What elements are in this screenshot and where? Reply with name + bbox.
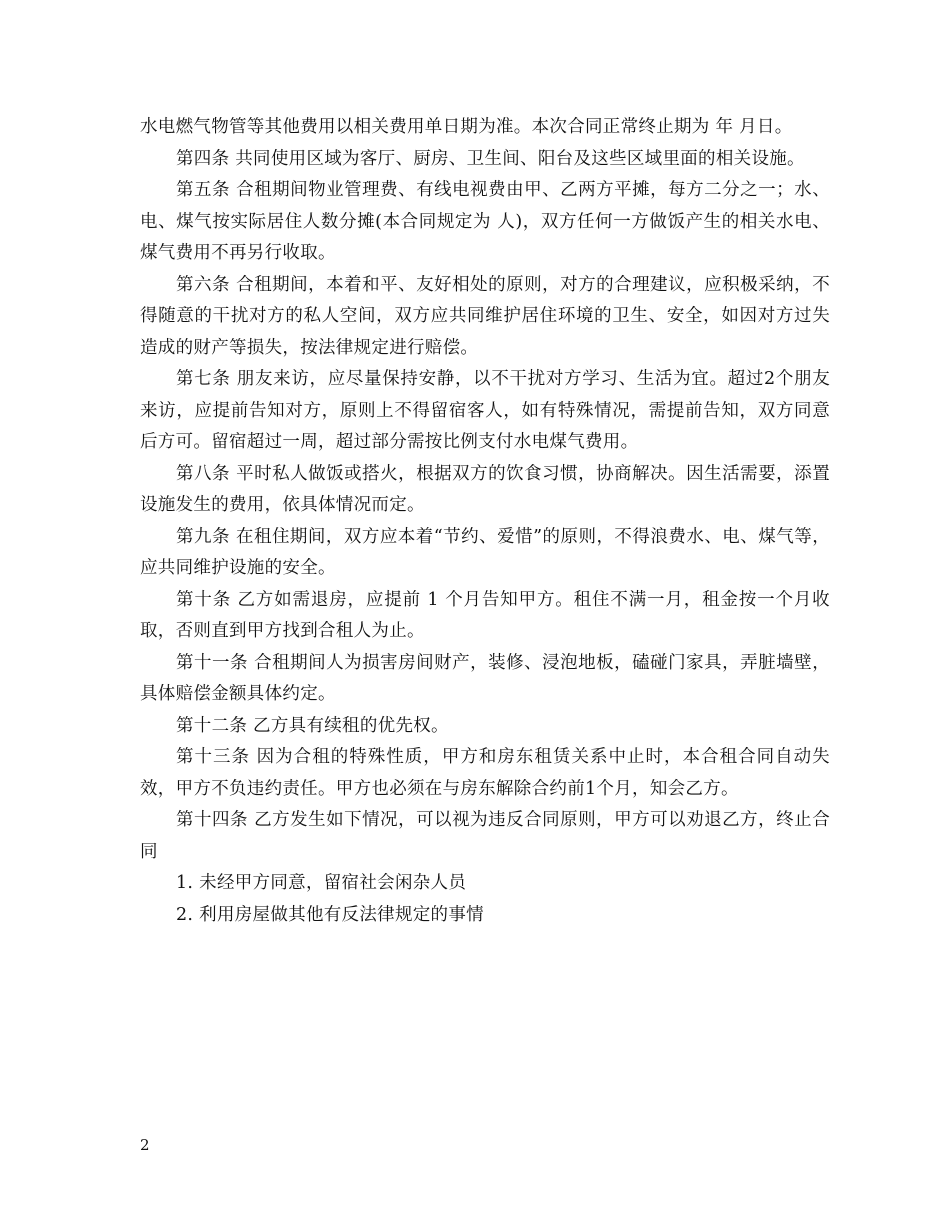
paragraph-article-12: 第十二条 乙方具有续租的优先权。 bbox=[176, 715, 449, 736]
document-body bbox=[140, 112, 830, 931]
paragraph-article-5: 第五条 合租期间物业管理费、有线电视费由甲、乙两方平摊，每方二分之一；水、电、煤气按实际居住人数分摊(本合同规定为 人)，双方任何一方做饭产生的相关水电、煤气费用不再另行收取。 bbox=[140, 180, 830, 263]
list-item-1: 1. 未经甲方同意，留宿社会闲杂人员 bbox=[176, 873, 467, 893]
paragraph-article-13: 第十三条 因为合租的特殊性质，甲方和房东租赁关系中止时，本合租合同自动失效，甲方不负违约责任。甲方也必须在与房东解除合约前1个月，知会乙方。 bbox=[140, 747, 830, 799]
paragraph-article-11: 第十一条 合租期间人为损害房间财产，装修、浸泡地板，磕碰门家具，弄脏墙壁，具体赔偿金额具体约定。 bbox=[140, 652, 830, 704]
paragraph-article-14: 第十四条 乙方发生如下情况，可以视为违反合同原则，甲方可以劝退乙方，终止合同 bbox=[140, 810, 830, 862]
paragraph-fees-continuation: 水电燃气物管等其他费用以相关费用单日期为准。本次合同正常终止期为 年 月日。 bbox=[140, 117, 793, 137]
page-number: 2 bbox=[140, 1136, 150, 1154]
paragraph-article-10: 第十条 乙方如需退房，应提前 1 个月告知甲方。租住不满一月，租金按一个月收取，否则直到甲方找到合租人为止。 bbox=[140, 589, 830, 641]
list-item-2: 2. 利用房屋做其他有反法律规定的事情 bbox=[176, 904, 484, 925]
paragraph-article-8: 第八条 平时私人做饭或搭火，根据双方的饮食习惯，协商解决。因生活需要，添置设施发生的费用，依具体情况而定。 bbox=[140, 463, 830, 515]
paragraph-article-7: 第七条 朋友来访，应尽量保持安静，以不干扰对方学习、生活为宜。超过2个朋友来访，应提前告知对方，原则上不得留宿客人，如有特殊情况，需提前告知，双方同意后方可。留宿超过一周，超过部分需按比例支付水电煤气费用。 bbox=[140, 369, 830, 452]
paragraph-article-6: 第六条 合租期间，本着和平、友好相处的原则，对方的合理建议，应积极采纳，不得随意的干扰对方的私人空间，双方应共同维护居住环境的卫生、安全，如因对方过失造成的财产等损失，按法律规定进行赔偿。 bbox=[140, 274, 830, 358]
paragraph-article-4: 第四条 共同使用区域为客厅、厨房、卫生间、阳台及这些区域里面的相关设施。 bbox=[176, 148, 805, 169]
paragraph-article-9: 第九条 在租住期间，双方应本着“节约、爱惜”的原则，不得浪费水、电、煤气等，应共同维护设施的安全。 bbox=[140, 526, 830, 578]
